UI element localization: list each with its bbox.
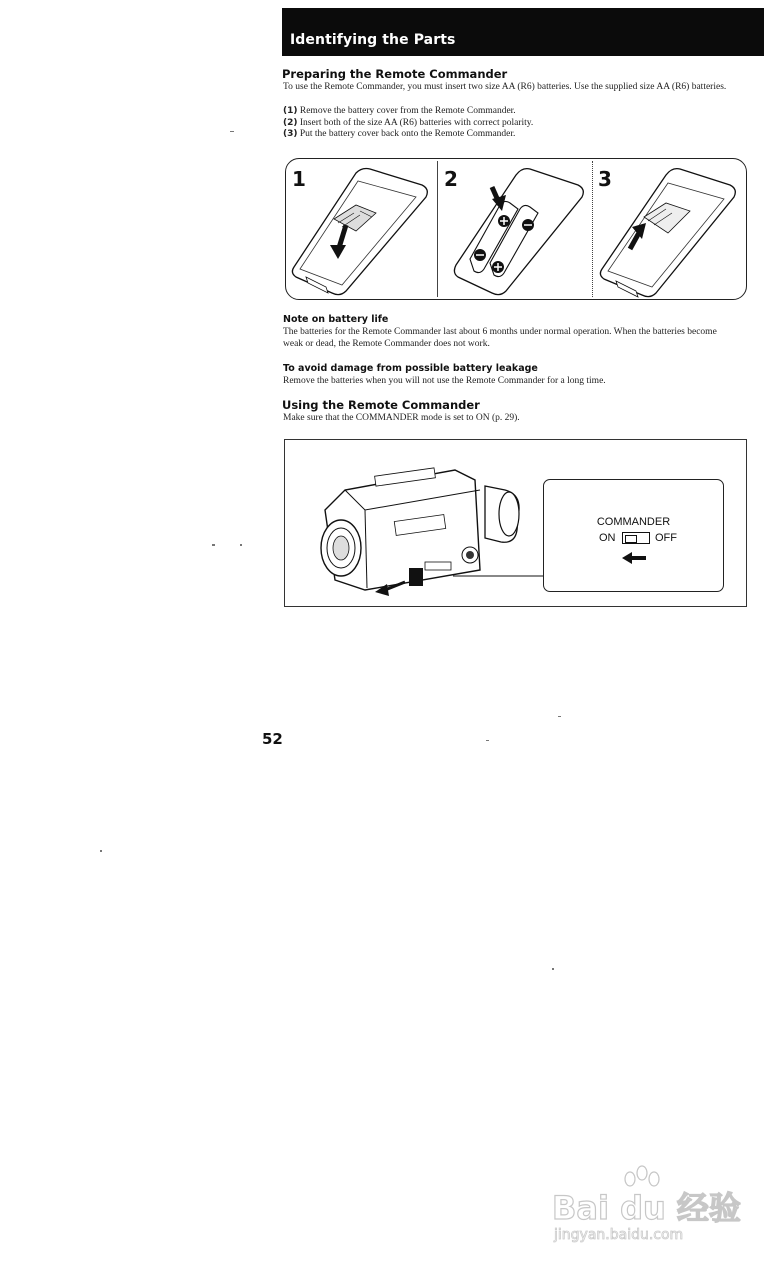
battery-life-text: The batteries for the Remote Commander last about 6 months under normal operation. When the batteries become weak or dead, the Remote Commander does not work.	[283, 327, 717, 349]
scan-speck	[486, 740, 489, 741]
step-1: (1) Remove the battery cover from the Remote Commander.	[283, 106, 516, 116]
commander-switch-inset	[543, 479, 724, 592]
leakage-text: Remove the batteries when you will not use the Remote Commander for a long time.	[283, 376, 606, 386]
scan-speck	[230, 131, 234, 132]
battery-steps-figure	[285, 158, 747, 300]
figure-divider	[592, 161, 593, 297]
watermark-brand: Bai du 经验	[552, 1189, 741, 1227]
prep-steps	[283, 106, 733, 141]
off-label: OFF	[655, 532, 677, 544]
page-number: 52	[262, 730, 283, 748]
using-text: Make sure that the COMMANDER mode is set to ON (p. 29).	[283, 413, 520, 423]
watermark-url: jingyan.baidu.com	[554, 1227, 684, 1243]
commander-switch-figure	[284, 439, 747, 607]
scan-speck	[212, 544, 215, 546]
scan-speck	[552, 968, 554, 970]
prep-heading: Preparing the Remote Commander	[282, 67, 508, 81]
on-label: ON	[599, 532, 616, 544]
prep-intro: To use the Remote Commander, you must insert two size AA (R6) batteries. Use the supplied size AA (R6) batteries.	[283, 82, 727, 92]
baidu-watermark	[548, 1165, 748, 1255]
scan-speck	[240, 544, 242, 546]
section-banner	[282, 8, 764, 56]
leakage-heading: To avoid damage from possible battery leakage	[283, 363, 538, 374]
camcorder-illustration	[305, 450, 545, 600]
step-3: (3) Put the battery cover back onto the Remote Commander.	[283, 129, 516, 140]
step-2: (2) Insert both of the size AA (R6) batteries with correct polarity.	[283, 117, 534, 128]
battery-life-heading: Note on battery life	[283, 314, 389, 325]
step-number-1: 1	[292, 167, 306, 191]
scan-speck	[100, 850, 102, 852]
step-number-2: 2	[444, 167, 458, 191]
remote-close-cover-illustration	[594, 159, 746, 299]
remote-open-cover-illustration	[286, 159, 436, 299]
switch-icon	[622, 532, 650, 544]
section-title: Identifying the Parts	[290, 32, 456, 48]
step-number-3: 3	[598, 167, 612, 191]
scan-speck	[558, 716, 561, 717]
using-heading: Using the Remote Commander	[282, 398, 480, 412]
remote-insert-batteries-illustration	[438, 159, 590, 299]
commander-label: COMMANDER	[596, 516, 671, 528]
arrow-left-icon	[622, 552, 646, 564]
